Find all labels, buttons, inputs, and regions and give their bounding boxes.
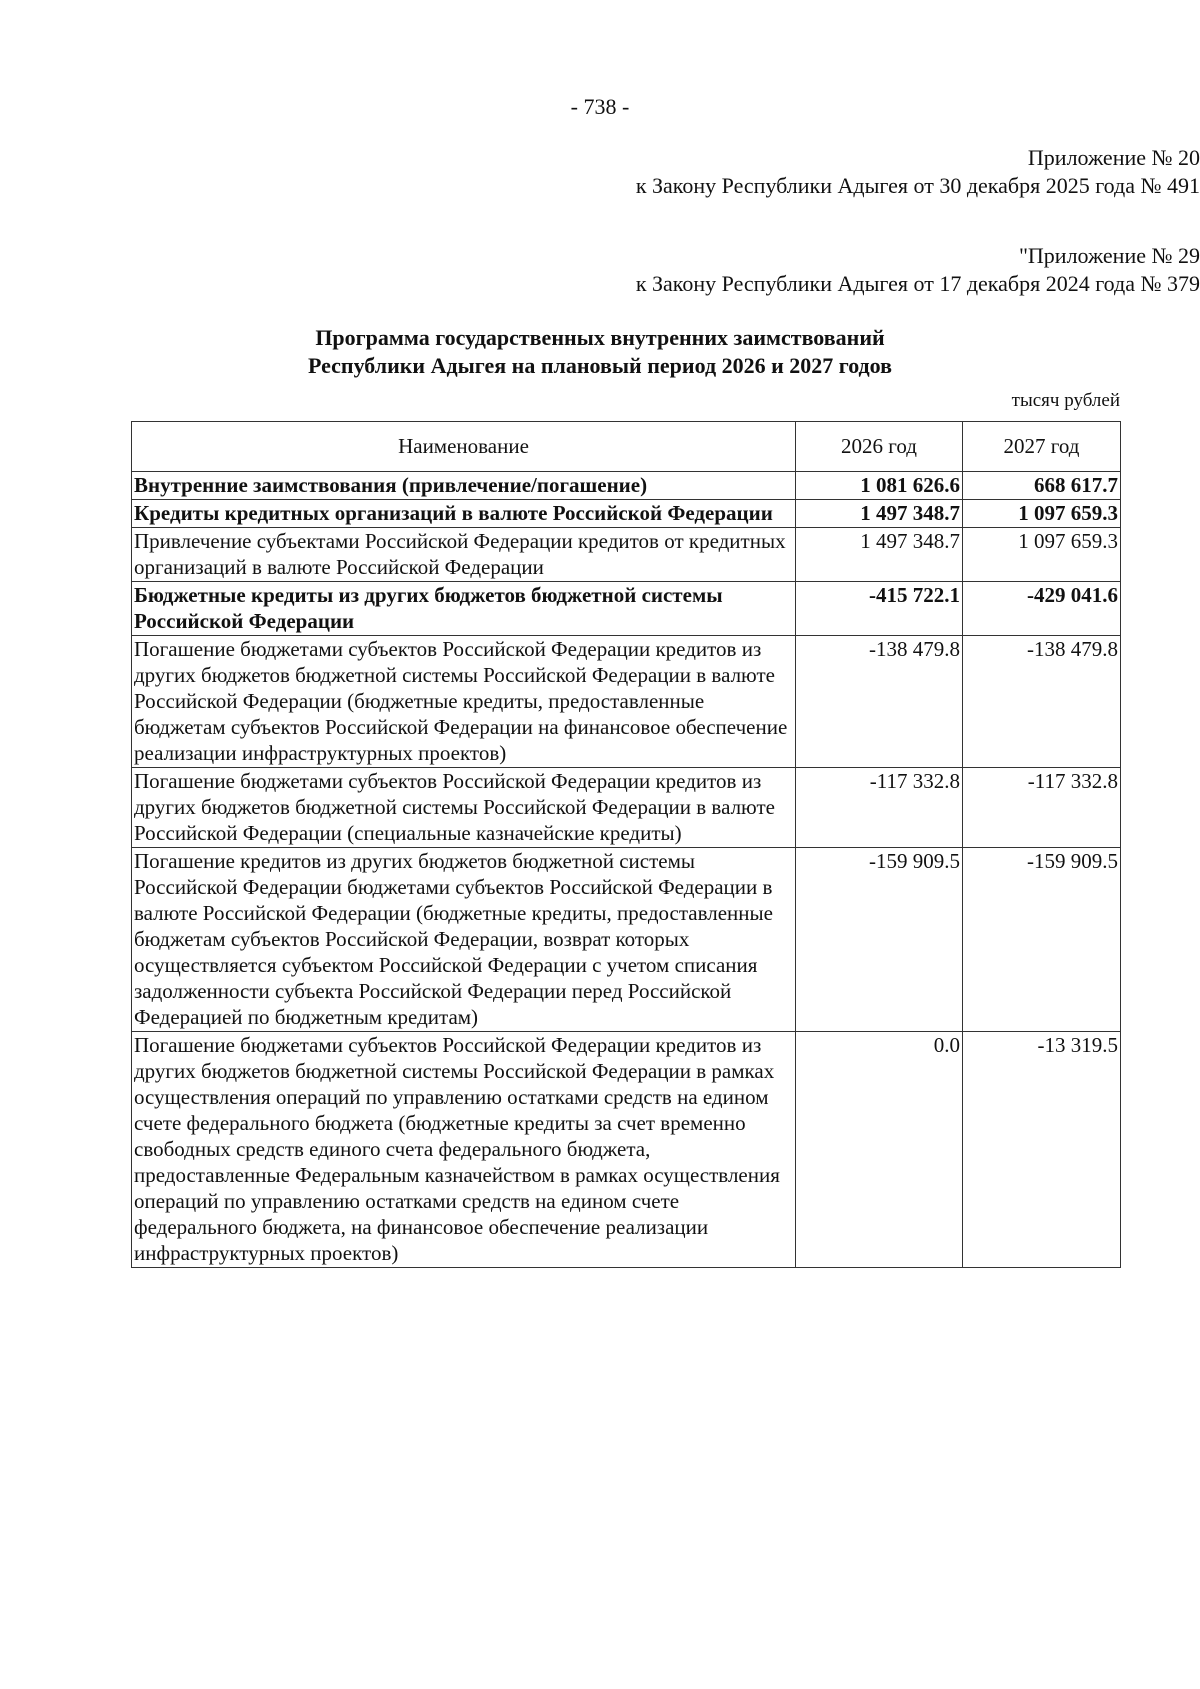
row-value-2026: -415 722.1: [796, 582, 963, 636]
table-row: [132, 500, 1121, 528]
table-row: [132, 768, 1121, 848]
row-value-2026: -138 479.8: [796, 636, 963, 768]
table-row: [132, 1032, 1121, 1268]
table-row: [132, 848, 1121, 1032]
row-name: Кредиты кредитных организаций в валюте Российской Федерации: [132, 500, 796, 528]
row-value-2026: 1 497 348.7: [796, 528, 963, 582]
row-value-2027: -138 479.8: [963, 636, 1121, 768]
row-value-2027: -429 041.6: [963, 582, 1121, 636]
title-line-2: Республики Адыгея на плановый период 2026 и 2027 годов: [307, 353, 893, 378]
row-name: Погашение бюджетами субъектов Российской Федерации кредитов из других бюджетов бюджетной системы Российской Федерации в валюте Российской Федерации (бюджетные кредиты, предоставленные бюджетам субъектов Российской Федерации на финансовое обеспечение реализации инфраструктурных проектов): [132, 636, 796, 768]
row-name: Внутренние заимствования (привлечение/погашение): [132, 472, 796, 500]
row-value-2026: -117 332.8: [796, 768, 963, 848]
annex-previous-number: "Приложение № 29: [1018, 243, 1200, 268]
row-name: Погашение бюджетами субъектов Российской Федерации кредитов из других бюджетов бюджетной системы Российской Федерации в валюте Российской Федерации (специальные казначейские кредиты): [132, 768, 796, 848]
row-value-2027: -117 332.8: [963, 768, 1121, 848]
page-number: - 738 -: [570, 94, 630, 119]
table-row: [132, 582, 1121, 636]
header-2026: 2026 год: [796, 422, 963, 472]
header-2027: 2027 год: [963, 422, 1121, 472]
table-row: [132, 472, 1121, 500]
row-value-2026: 1 497 348.7: [796, 500, 963, 528]
annex-current-law: к Закону Республики Адыгея от 30 декабря 2025 года № 491: [635, 173, 1200, 198]
row-name: Привлечение субъектами Российской Федерации кредитов от кредитных организаций в валюте Российской Федерации: [132, 528, 796, 582]
row-value-2027: 1 097 659.3: [963, 500, 1121, 528]
table-row: [132, 528, 1121, 582]
title-line-1: Программа государственных внутренних заимствований: [315, 325, 885, 350]
annex-current: [104, 144, 1200, 200]
table-header-row: [132, 422, 1121, 472]
document-title: [0, 324, 1200, 380]
row-value-2026: 0.0: [796, 1032, 963, 1268]
units-label: тысяч рублей: [1011, 390, 1120, 411]
annex-previous-law: к Закону Республики Адыгея от 17 декабря 2024 года № 379: [635, 271, 1200, 296]
annex-current-number: Приложение № 20: [1027, 145, 1200, 170]
row-name: Погашение кредитов из других бюджетов бюджетной системы Российской Федерации бюджетами субъектов Российской Федерации в валюте Российской Федерации (бюджетные кредиты, предоставленные бюджетам субъектов Российской Федерации, возврат которых осуществляется субъектом Российской Федерации с учетом списания задолженности субъекта Российской Федерации перед Российской Федерацией по бюджетным кредитам): [132, 848, 796, 1032]
header-name: Наименование: [132, 422, 796, 472]
row-value-2027: 668 617.7: [963, 472, 1121, 500]
table-row: [132, 636, 1121, 768]
annex-previous: [104, 242, 1200, 298]
row-value-2026: -159 909.5: [796, 848, 963, 1032]
row-value-2027: -13 319.5: [963, 1032, 1121, 1268]
row-value-2027: 1 097 659.3: [963, 528, 1121, 582]
row-value-2026: 1 081 626.6: [796, 472, 963, 500]
row-name: Погашение бюджетами субъектов Российской Федерации кредитов из других бюджетов бюджетной системы Российской Федерации в рамках осуществления операций по управлению остатками средств на едином счете федерального бюджета (бюджетные кредиты за счет временно свободных средств единого счета федерального бюджета, предоставленные Федеральным казначейством в рамках осуществления операций по управлению остатками средств на едином счете федерального бюджета, на финансовое обеспечение реализации инфраструктурных проектов): [132, 1032, 796, 1268]
borrowings-table: [131, 421, 1121, 1268]
row-value-2027: -159 909.5: [963, 848, 1121, 1032]
row-name: Бюджетные кредиты из других бюджетов бюджетной системы Российской Федерации: [132, 582, 796, 636]
